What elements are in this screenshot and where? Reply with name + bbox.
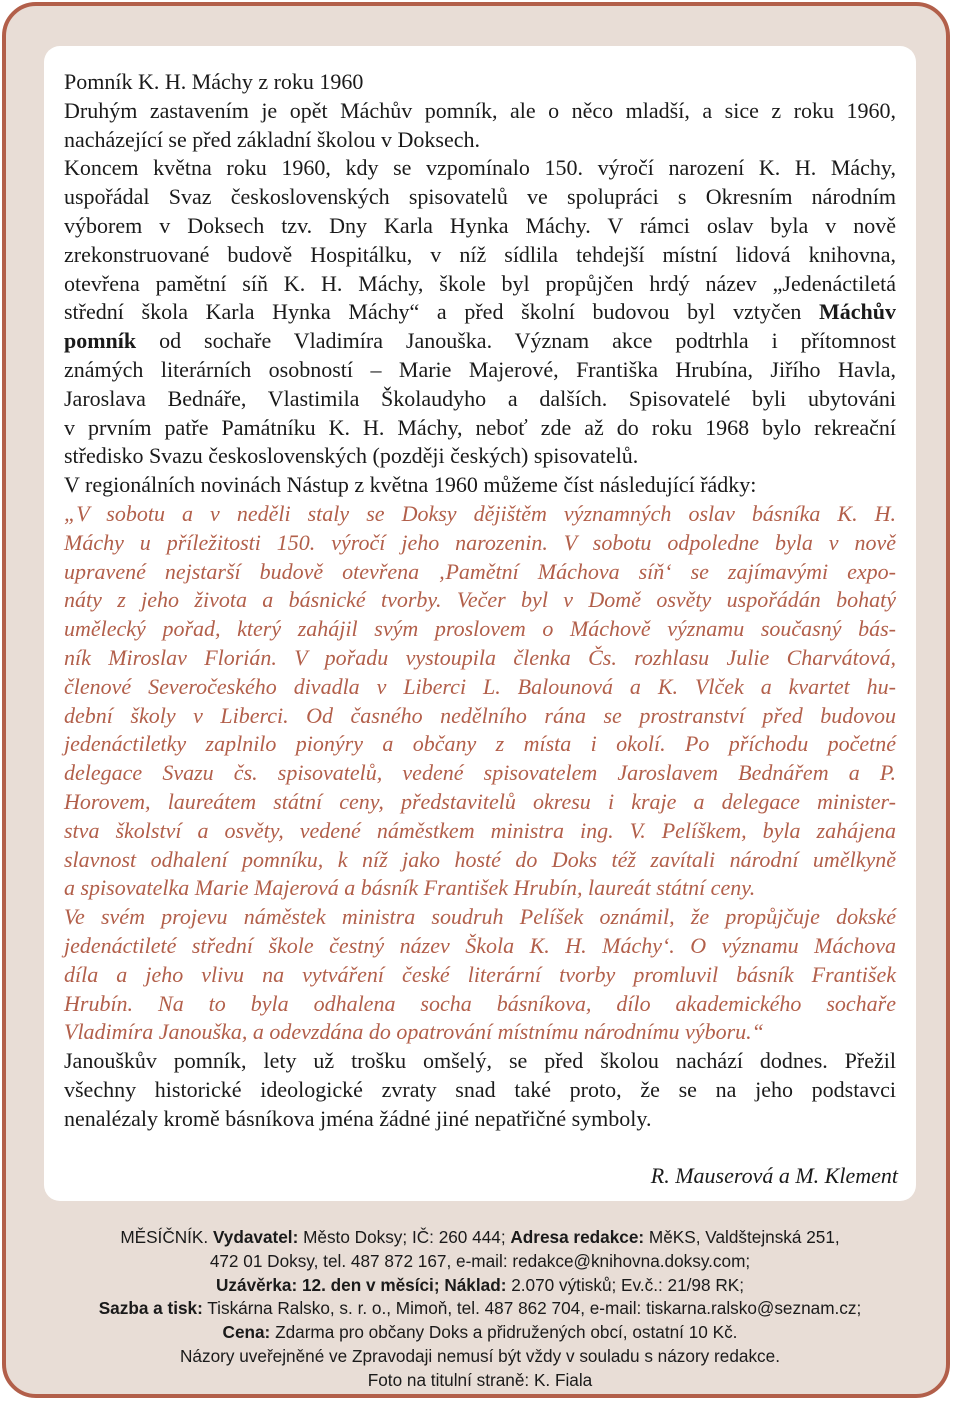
quote-line: delegace Svazu čs. spisovatelů, vedené spisovatelem Jaroslavem Bednářem a P. xyxy=(64,760,896,786)
closing-line: Janouškův pomník, lety už trošku omšelý, se před školou nachází dodnes. Přežil xyxy=(64,1048,896,1074)
closing-line: nenalézaly kromě básníkova jména žádné jiné nepatřičné symboly. xyxy=(64,1105,652,1131)
imprint-line-disclaimer: Názory uveřejněné ve Zpravodaji nemusí být vždy v souladu s názory redakce. xyxy=(180,1345,780,1366)
article-line: otevřena pamětní síň K. H. Máchy, škole byl propůjčen hrdý název „Jedenáctiletá xyxy=(64,270,896,296)
article-line: výborem v Doksech tzv. Dny Karla Hynka Máchy. V rámci oslav byla v nově xyxy=(64,212,896,238)
imprint-text: MĚSÍČNÍK. xyxy=(120,1227,213,1247)
imprint-label-address: Adresa redakce: xyxy=(510,1227,645,1247)
imprint-line-print xyxy=(6,1297,954,1321)
quote-line: Horovem, laureátem státní ceny, představitelů okresu i kraje a delegace minister- xyxy=(64,788,896,814)
quote-line: náty z jeho života a básnické tvorby. Večer byl v Domě osvěty uspořádán bohatý xyxy=(64,587,896,613)
page-frame xyxy=(2,2,950,1398)
quote-line: slavnost odhalení pomníku, k níž jako hosté do Doks též zavítali národní umělkyně xyxy=(64,846,896,872)
quote-line: díla a jeho vlivu na vytváření české literární tvorby promluvil básník František xyxy=(64,961,896,987)
quote-line: ník Miroslav Florián. V pořadu vystoupila členka Čs. rozhlasu Julie Charvátová, xyxy=(64,644,896,670)
quote-line: Vladimíra Janouška, a odevzdána do opatrování místnímu národnímu výboru.“ xyxy=(64,1019,764,1045)
article-line: Koncem května roku 1960, kdy se vzpomínalo 150. výročí narození K. H. Máchy, xyxy=(64,155,896,181)
quote-line: stva školství a osvěty, vedené náměstkem ministra ing. V. Pelíškem, byla zahájena xyxy=(64,817,896,843)
imprint-label-price: Cena: xyxy=(222,1322,271,1343)
article-line: nacházející se před základní školou v Doksech. xyxy=(64,126,481,152)
quote-line: a spisovatelka Marie Majerová a básník František Hrubín, laureát státní ceny. xyxy=(64,875,756,901)
imprint-label-publisher: Vydavatel: xyxy=(212,1227,299,1247)
quote-line: jedenáctileté střední škole čestný název Škola K. H. Máchy‘. O významu Máchova xyxy=(64,932,896,958)
article-line: středisko Svazu československých (později českých) spisovatelů. xyxy=(64,443,639,469)
imprint-text: Město Doksy; IČ: 260 444; xyxy=(298,1227,511,1247)
article-line: Jaroslava Bednáře, Vlastimila Školaudyho a dalších. Spisovatelé byli ubytováni xyxy=(64,385,896,411)
quote-line: upravené nejstarší budově otevřena ‚Pamětní Máchova síň‘ se zajímavými expo- xyxy=(64,558,896,584)
imprint-line-contact: 472 01 Doksy, tel. 487 872 167, e-mail: redakce@knihovna.doksy.com; xyxy=(209,1250,751,1271)
imprint-text: 2.070 výtisků; Ev.č.: 21/98 RK; xyxy=(506,1274,744,1295)
imprint-line-photo: Foto na titulní straně: K. Fiala xyxy=(367,1369,593,1390)
imprint-label-deadline: Uzávěrka: 12. den v měsíci; Náklad: xyxy=(216,1274,507,1295)
quote-line: umělecký pořad, který zahájil svým proslovem o Máchově významu současný bás- xyxy=(64,616,896,642)
article-line: Druhým zastavením je opět Máchův pomník, ale o něco mladší, a sice z roku 1960, xyxy=(64,97,896,123)
article-line: uspořádal Svaz československých spisovatelů ve spolupráci s Okresním národním xyxy=(64,184,896,210)
article-line: známých literárních osobností – Marie Majerové, Františka Hrubína, Jiřího Havla, xyxy=(64,356,896,382)
imprint-line-price xyxy=(6,1321,954,1345)
imprint-line-deadline xyxy=(6,1274,954,1298)
article-line xyxy=(64,298,896,327)
article-line: V regionálních novinách Nástup z května 1960 můžeme číst následující řádky: xyxy=(64,472,757,498)
quote-line: dební školy v Liberci. Od časného nedělního rána se prostranství před budovou xyxy=(64,702,896,728)
quote-line: Máchy u příležitosti 150. výročí jeho narozenin. V sobotu odpoledne byla v nově xyxy=(64,529,896,555)
monument-name-bold-2: pomník xyxy=(64,328,137,354)
article-line xyxy=(64,327,896,356)
quote-line: členové Severočeského divadla v Liberci L. Balounová a K. Vlček a kvartet hu- xyxy=(64,673,896,699)
imprint-line-publisher xyxy=(6,1226,954,1250)
article-line: v prvním patře Památníku K. H. Máchy, neboť zde až do roku 1968 bylo rekreační xyxy=(64,414,896,440)
article-text: od sochaře Vladimíra Janouška. Význam akce podtrhla i přítomnost xyxy=(136,328,896,354)
quote-line: jedenáctiletky zaplnilo pionýry a občany z místa i okolí. Po příchodu početné xyxy=(64,731,896,757)
imprint-text: Zdarma pro občany Doks a přidružených obcí, ostatní 10 Kč. xyxy=(270,1322,738,1343)
article-body xyxy=(64,68,896,1133)
article-signature: R. Mauserová a M. Klement xyxy=(650,1163,898,1188)
quote-line: Hrubín. Na to byla odhalena socha básníkova, dílo akademického sochaře xyxy=(64,990,896,1016)
quote-line: Ve svém projevu náměstek ministra soudruh Pelíšek oznámil, že propůjčuje dokské xyxy=(64,904,896,930)
imprint-text: Tiskárna Ralsko, s. r. o., Mimoň, tel. 487 862 704, e-mail: tiskarna.ralsko@seznam.cz; xyxy=(202,1298,862,1319)
article-line: zrekonstruované budově Hospitálku, v níž sídlila tehdejší místní lidová knihovna, xyxy=(64,241,896,267)
closing-line: všechny historické ideologické zvraty snad také proto, že se na jeho podstavci xyxy=(64,1076,896,1102)
imprint-label-print: Sazba a tisk: xyxy=(98,1298,203,1319)
quote-line: „V sobotu a v neděli staly se Doksy dějištěm významných oslav básníka K. H. xyxy=(64,500,896,526)
article-title: Pomník K. H. Máchy z roku 1960 xyxy=(64,69,364,94)
monument-name-bold: Máchův xyxy=(819,299,897,325)
article-panel xyxy=(44,46,916,1201)
imprint-text: MěKS, Valdštejnská 251, xyxy=(644,1227,840,1247)
article-text: střední škola Karla Hynka Máchy“ a před školní budovou byl vztyčen xyxy=(64,299,802,325)
imprint xyxy=(6,1226,954,1393)
